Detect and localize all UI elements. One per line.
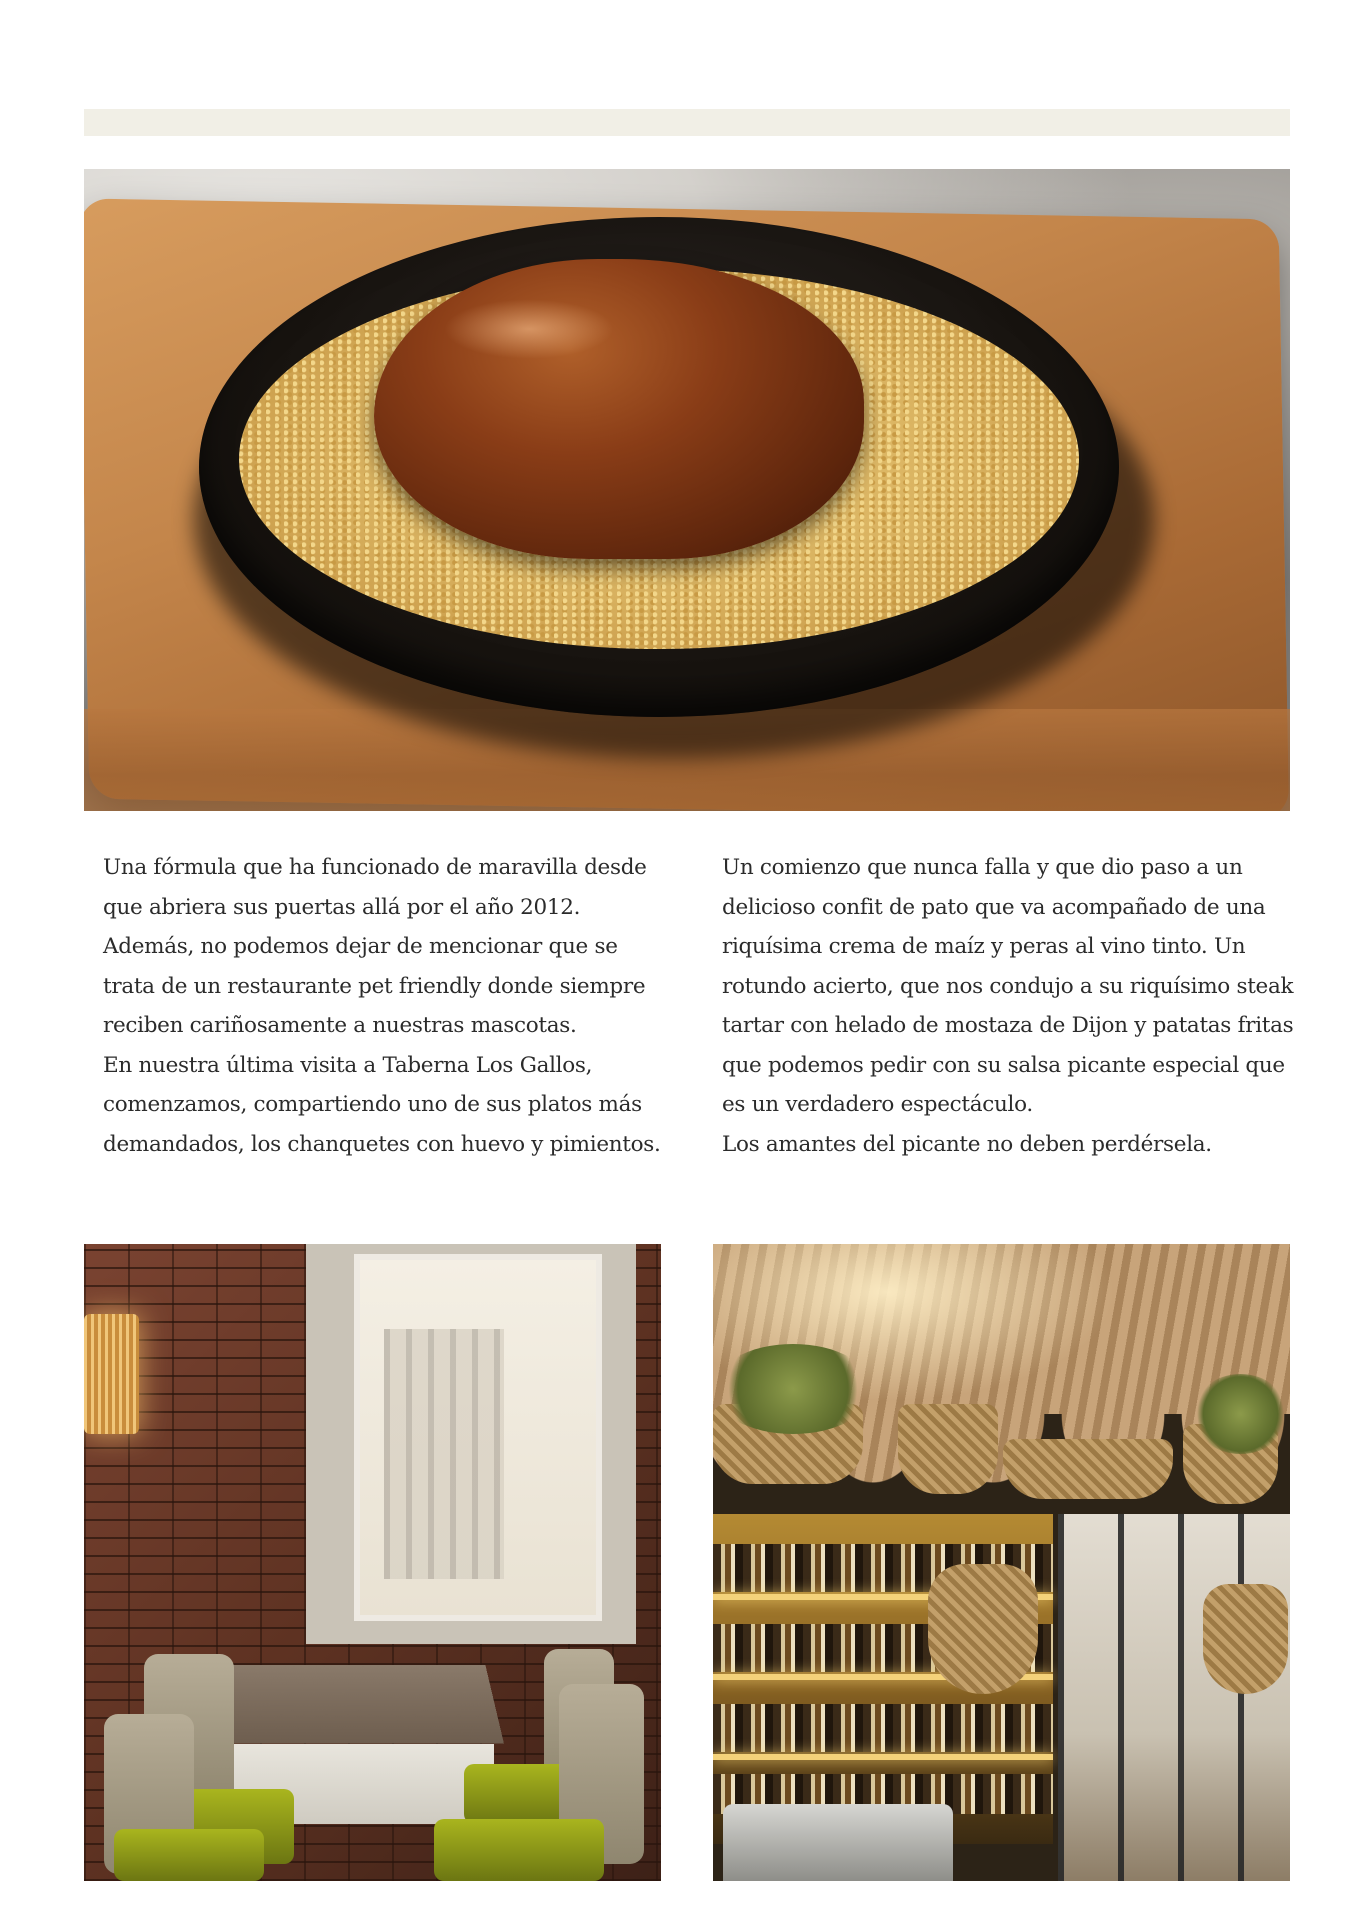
glazed-meat	[374, 259, 864, 559]
hanging-basket	[928, 1564, 1038, 1694]
chair-seat	[434, 1819, 604, 1881]
meat-highlight	[444, 299, 614, 359]
dining-room-photo	[84, 1244, 661, 1881]
chair-seat	[114, 1829, 264, 1881]
lit-shelf	[713, 1754, 1053, 1760]
dish-photo	[84, 169, 1290, 811]
glass-wall	[1058, 1514, 1290, 1881]
dining-table	[214, 1665, 504, 1743]
article-paragraph: Los amantes del picante no deben perdérsela.	[722, 1131, 1212, 1157]
article-paragraph: Un comienzo que nunca falla y que dio paso a un delicioso confit de pato que va acompañado de una riquísima crema de maíz y peras al vino tinto. Un rotundo acierto, que nos condujo a su riquísimo steak tartar con helado de mostaza de Dijon y patatas fritas que podemos pedir con su salsa picante especial que es un verdadero espectáculo.	[722, 855, 1294, 1117]
window-shutters	[384, 1329, 504, 1579]
header-band	[84, 109, 1290, 136]
wall-lamp	[84, 1314, 139, 1434]
article-paragraph: En nuestra última visita a Taberna Los Gallos, comenzamos, compartiendo uno de sus platos más demandados, los chanquetes con huevo y pimientos.	[103, 1052, 661, 1157]
article-paragraph: Una fórmula que ha funcionado de maravilla desde que abriera sus puertas allá por el año 2012. Además, no podemos dejar de mencionar que se trata de un restaurante pet friendly donde siempre reciben cariñosamente a nuestras mascotas.	[103, 855, 647, 1038]
hanging-basket	[898, 1404, 998, 1494]
plant	[1193, 1374, 1288, 1454]
article-column-right	[722, 848, 1302, 1164]
article-column-left	[103, 848, 673, 1164]
plant	[713, 1344, 873, 1434]
bar-terrace-photo	[713, 1244, 1290, 1881]
bottle-row	[713, 1704, 1053, 1752]
ice-buckets	[723, 1804, 953, 1881]
hanging-basket	[1003, 1439, 1173, 1499]
hanging-basket	[1203, 1584, 1288, 1694]
